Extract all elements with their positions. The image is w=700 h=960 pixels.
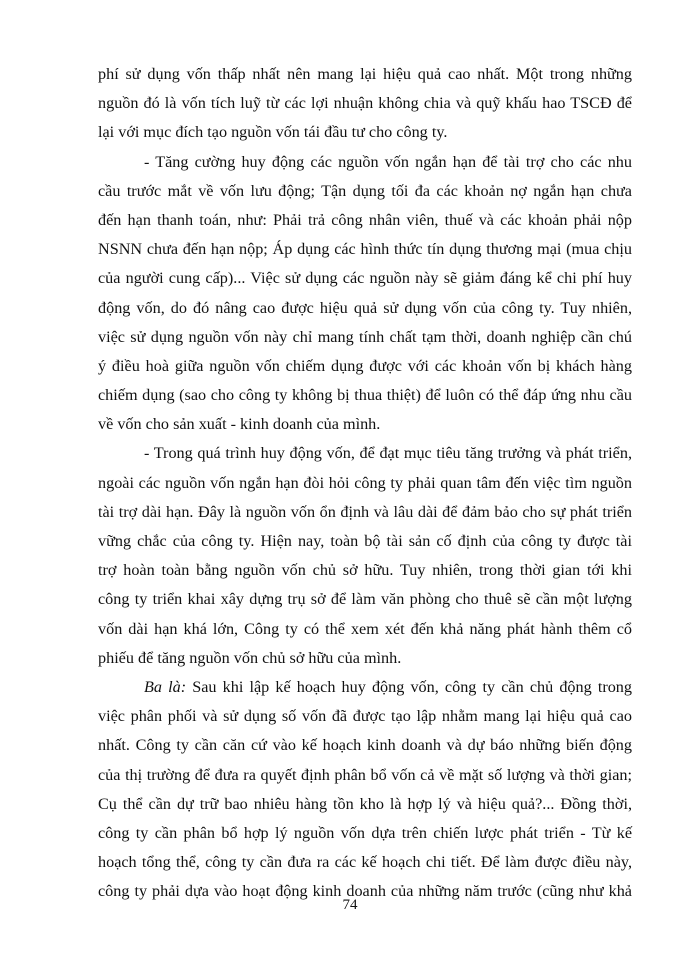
text-line: trợ hoàn toàn bằng nguồn vốn chủ sở hữu. Tuy nhiên, trong thời gian tới khi [98, 561, 632, 580]
text-fragment: Sau khi lập kế hoạch huy động vốn, công ty cần chủ động trong [186, 677, 632, 696]
text-line: - Trong quá trình huy động vốn, để đạt mục tiêu tăng trưởng và phát triển, [144, 444, 632, 463]
text-line: - Tăng cường huy động các nguồn vốn ngắn hạn để tài trợ cho các nhu [144, 152, 632, 171]
text-line: vốn dài hạn khá lớn, Công ty có thể xem xét đến khả năng phát hành thêm cổ [98, 619, 632, 638]
text-line: đến hạn thanh toán, như: Phải trả công nhân viên, thuế và các khoản phải nộp [98, 210, 632, 229]
text-line: của thị trường để đưa ra quyết định phân bổ vốn cả về mặt số lượng và thời gian; [98, 765, 632, 784]
text-line: lại với mục đích tạo nguồn vốn tái đầu tư cho công ty. [98, 123, 448, 142]
text-line: cầu trước mắt về vốn lưu động; Tận dụng tối đa các khoản nợ ngắn hạn chưa [98, 181, 632, 200]
paragraph-1 [98, 60, 632, 148]
text-line: nguồn đó là vốn tích luỹ từ các lợi nhuận không chia và quỹ khấu hao TSCĐ để [98, 94, 632, 113]
paragraph-2 [98, 148, 632, 440]
text-line: tài trợ dài hạn. Đây là nguồn vốn ổn định và lâu dài để đảm bảo cho sự phát triển [98, 502, 632, 521]
text-line: việc phân phối và sử dụng số vốn đã được tạo lập nhằm mang lại hiệu quả cao [98, 707, 632, 726]
text-line: ngoài các nguồn vốn ngắn hạn đòi hỏi công ty phải quan tâm đến việc tìm nguồn [98, 473, 632, 492]
page-number: 74 [342, 897, 358, 913]
paragraph-3 [98, 439, 632, 673]
text-line: động vốn, do đó nâng cao được hiệu quả sử dụng vốn của công ty. Tuy nhiên, [98, 298, 632, 317]
text-line: công ty triển khai xây dựng trụ sở để làm văn phòng cho thuê sẽ cần một lượng [98, 590, 632, 609]
paragraph-4 [98, 673, 632, 907]
text-line: Cụ thể cần dự trữ bao nhiêu hàng tồn kho là hợp lý và hiệu quả?... Đồng thời, [98, 794, 632, 813]
text-line: chiếm dụng (sao cho công ty không bị thua thiệt) để luôn có thể đáp ứng nhu cầu [98, 386, 632, 405]
text-line: về vốn cho sản xuất - kinh doanh của mình. [98, 415, 381, 434]
text-line: phí sử dụng vốn thấp nhất nên mang lại hiệu quả cao nhất. Một trong những [98, 65, 632, 83]
text-line [98, 673, 632, 702]
text-line: việc sử dụng nguồn vốn này chỉ mang tính chất tạm thời, doanh nghiệp cần chú [98, 327, 632, 346]
text-line: vững chắc của công ty. Hiện nay, toàn bộ tài sản cố định của công ty được tài [98, 532, 632, 550]
text-line: công ty phải dựa vào hoạt động kinh doanh của những năm trước (cũng như khả [98, 882, 632, 901]
paragraph-lead: Ba là: [144, 677, 187, 696]
text-line: phiếu để tăng nguồn vốn chủ sở hữu của mình. [98, 648, 402, 667]
body-text [98, 60, 632, 906]
text-line: công ty cần phân bổ hợp lý nguồn vốn dựa trên chiến lược phát triển - Từ kế [98, 823, 632, 842]
text-line: của người cung cấp)... Việc sử dụng các nguồn này sẽ giảm đáng kể chi phí huy [98, 269, 632, 288]
text-line: hoạch tổng thể, công ty cần đưa ra các kế hoạch chi tiết. Để làm được điều này, [98, 853, 632, 872]
text-line: ý điều hoà giữa nguồn vốn chiếm dụng được với các khoản vốn bị khách hàng [98, 356, 632, 375]
text-line: nhất. Công ty cần căn cứ vào kế hoạch kinh doanh và dự báo những biến động [98, 736, 632, 755]
text-line: NSNN chưa đến hạn nộp; Áp dụng các hình thức tín dụng thương mại (mua chịu [98, 240, 632, 259]
